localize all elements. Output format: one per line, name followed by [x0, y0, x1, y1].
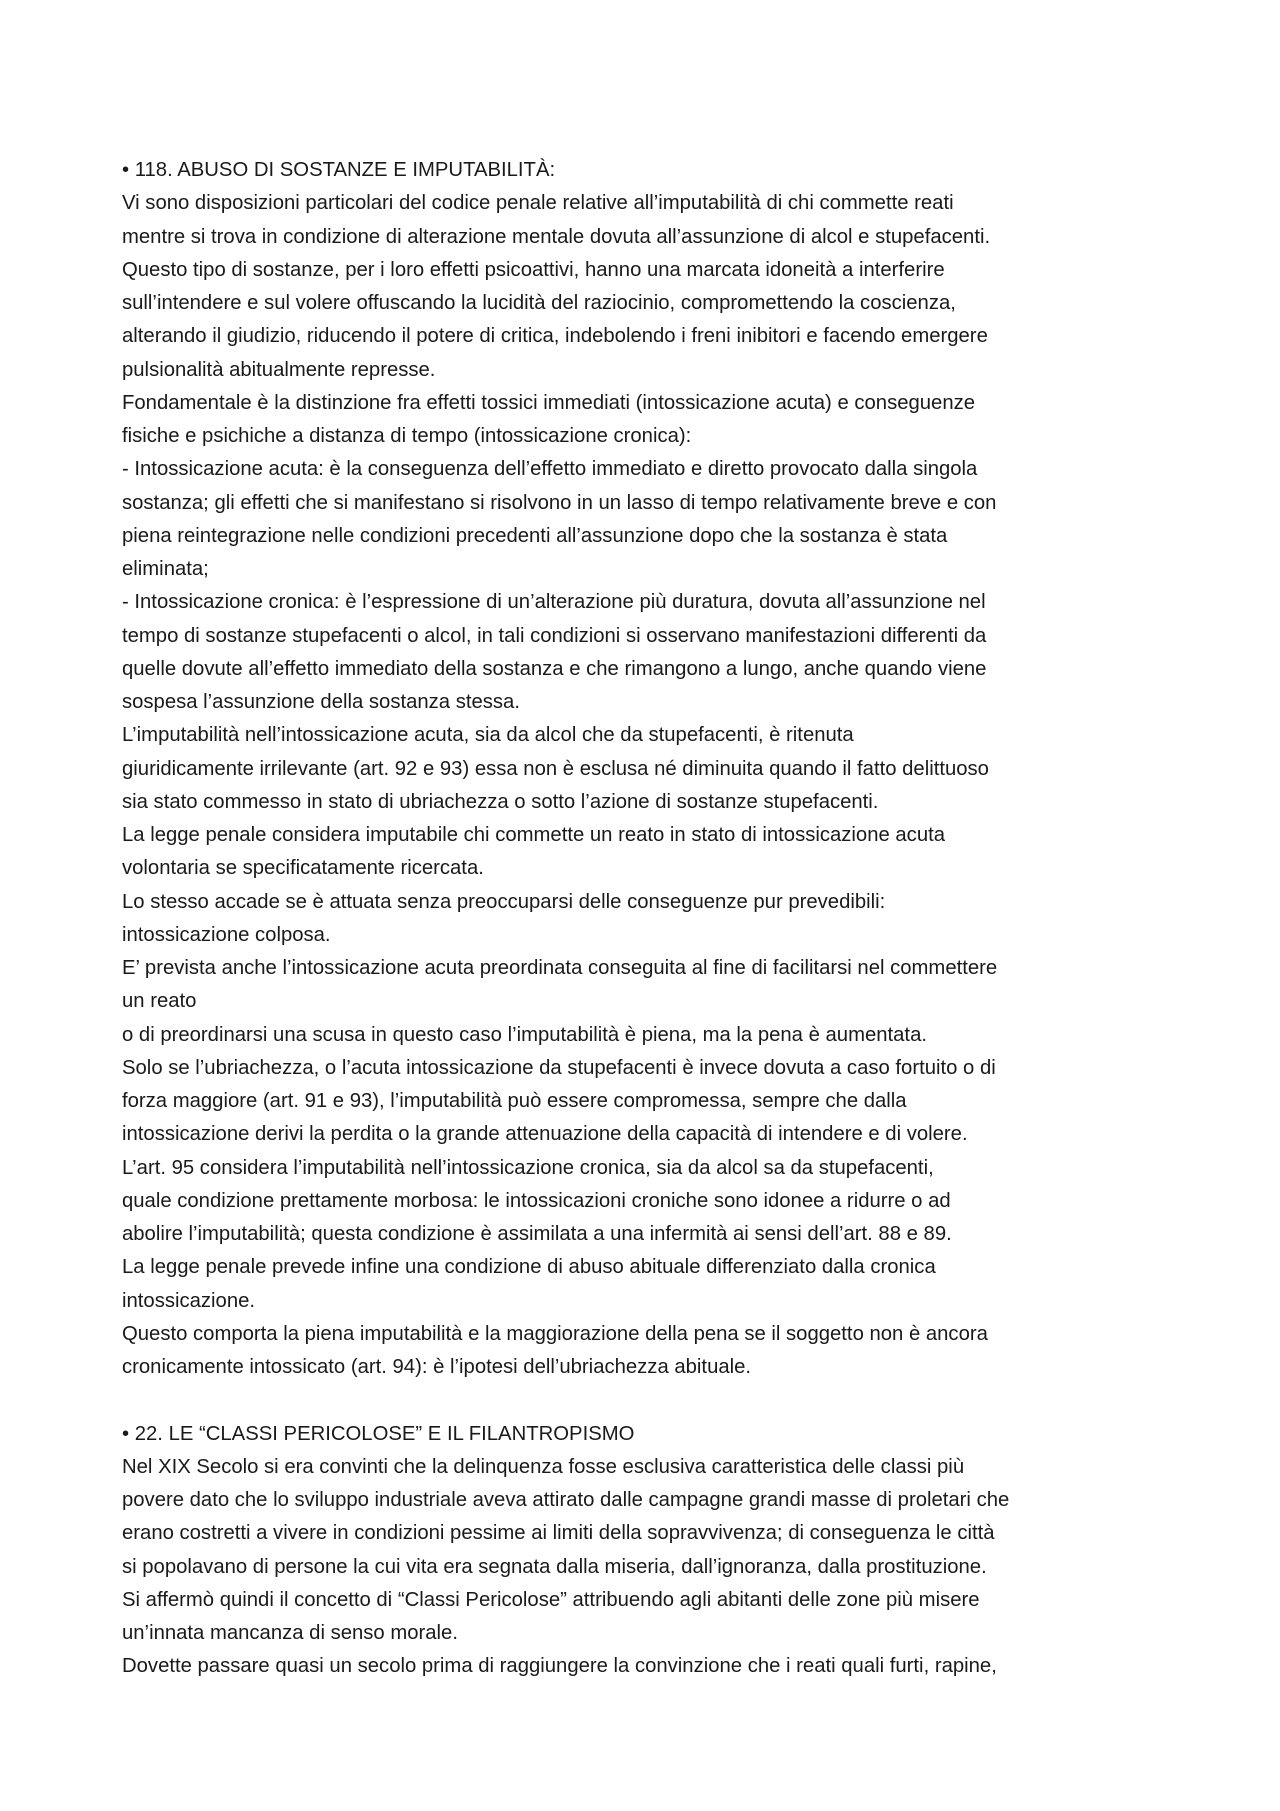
section-heading-22: • 22. LE “CLASSI PERICOLOSE” E IL FILANTROPISMO [122, 1422, 635, 1445]
text-line: fisiche e psichiche a distanza di tempo (intossicazione cronica): [122, 425, 692, 447]
text-line: L’art. 95 considera l’imputabilità nell’intossicazione cronica, sia da alcol sa da stupefacenti, [122, 1156, 934, 1179]
text-line: o di preordinarsi una scusa in questo caso l’imputabilità è piena, ma la pena è aumentata. [122, 1023, 927, 1046]
text-line: Dovette passare quasi un secolo prima di raggiungere la convinzione che i reati quali furti, rapine, [122, 1655, 997, 1678]
text-line: forza maggiore (art. 91 e 93), l’imputabilità può essere compromessa, sempre che dalla [122, 1090, 907, 1112]
section-heading-118: • 118. ABUSO DI SOSTANZE E IMPUTABILITÀ: [122, 159, 556, 181]
document-body [122, 154, 1082, 1684]
text-line: un reato [122, 990, 197, 1013]
text-line: Solo se l’ubriachezza, o l’acuta intossicazione da stupefacenti è invece dovuta a caso fortuito o di [122, 1056, 996, 1079]
text-line: si popolavano di persone la cui vita era segnata dalla miseria, dall’ignoranza, dalla prostituzione. [122, 1555, 987, 1578]
text-line: Nel XIX Secolo si era convinti che la delinquenza fosse esclusiva caratteristica delle classi più [122, 1455, 965, 1478]
text-line: un’innata mancanza di senso morale. [122, 1622, 458, 1644]
text-line: alterando il giudizio, riducendo il potere di critica, indebolendo i freni inibitori e facendo emergere [122, 325, 988, 348]
text-line: mentre si trova in condizione di alterazione mentale dovuta all’assunzione di alcol e stupefacenti. [122, 225, 991, 248]
text-line: quelle dovute all’effetto immediato della sostanza e che rimangono a lungo, anche quando viene [122, 657, 987, 680]
text-line: sull’intendere e sul volere offuscando la lucidità del raziocinio, compromettendo la coscienza, [122, 292, 956, 314]
text-line: E’ prevista anche l’intossicazione acuta preordinata conseguita al fine di facilitarsi nel commettere [122, 957, 998, 979]
text-line: cronicamente intossicato (art. 94): è l’ipotesi dell’ubriachezza abituale. [122, 1356, 752, 1378]
text-line: - Intossicazione cronica: è l’espressione di un’alterazione più duratura, dovuta all’assunzione nel [122, 591, 986, 614]
text-line: sospesa l’assunzione della sostanza stessa. [122, 691, 520, 713]
text-line: pulsionalità abitualmente represse. [122, 358, 436, 381]
text-line: eliminata; [122, 558, 209, 580]
text-line: Questo tipo di sostanze, per i loro effetti psicoattivi, hanno una marcata idoneità a interferire [122, 258, 945, 281]
text-line: abolire l’imputabilità; questa condizione è assimilata a una infermità ai sensi dell’art. 88 e 89. [122, 1223, 952, 1245]
text-line: tempo di sostanze stupefacenti o alcol, in tali condizioni si osservano manifestazioni differenti da [122, 624, 987, 647]
text-line: intossicazione derivi la perdita o la grande attenuazione della capacità di intendere e di volere. [122, 1123, 968, 1146]
text-line: intossicazione. [122, 1289, 256, 1312]
text-line: Questo comporta la piena imputabilità e la maggiorazione della pena se il soggetto non è ancora [122, 1322, 988, 1345]
text-line: piena reintegrazione nelle condizioni precedenti all’assunzione dopo che la sostanza è stata [122, 524, 948, 547]
text-line: La legge penale prevede infine una condizione di abuso abituale differenziato dalla cronica [122, 1256, 936, 1279]
text-line: L’imputabilità nell’intossicazione acuta, sia da alcol che da stupefacenti, è ritenuta [122, 724, 854, 747]
paragraph-spacer [122, 1384, 1082, 1417]
text-line: Si affermò quindi il concetto di “Classi Pericolose” attribuendo agli abitanti delle zone più misere [122, 1588, 980, 1611]
text-line: Fondamentale è la distinzione fra effetti tossici immediati (intossicazione acuta) e conseguenze [122, 391, 976, 414]
text-line: giuridicamente irrilevante (art. 92 e 93) essa non è esclusa né diminuita quando il fatto delittuoso [122, 757, 989, 780]
text-line: quale condizione prettamente morbosa: le intossicazioni croniche sono idonee a ridurre o ad [122, 1189, 951, 1212]
text-line: sia stato commesso in stato di ubriachezza o sotto l’azione di sostanze stupefacenti. [122, 790, 879, 813]
text-line: Lo stesso accade se è attuata senza preoccuparsi delle conseguenze pur prevedibili: [122, 890, 886, 913]
text-line: erano costretti a vivere in condizioni pessime ai limiti della sopravvivenza; di conseguenza le città [122, 1522, 995, 1545]
text-line: volontaria se specificatamente ricercata. [122, 857, 484, 880]
text-line: intossicazione colposa. [122, 923, 331, 946]
text-line: sostanza; gli effetti che si manifestano si risolvono in un lasso di tempo relativamente breve e con [122, 491, 997, 514]
section-22-text [122, 1451, 1082, 1684]
text-line: Vi sono disposizioni particolari del codice penale relative all’imputabilità di chi commette reati [122, 192, 954, 215]
text-line: povere dato che lo sviluppo industriale aveva attirato dalle campagne grandi masse di proletari che [122, 1489, 1010, 1511]
text-line: - Intossicazione acuta: è la conseguenza dell’effetto immediato e diretto provocato dalla singola [122, 458, 978, 481]
section-118-text [122, 187, 1082, 1384]
text-line: La legge penale considera imputabile chi commette un reato in stato di intossicazione acuta [122, 824, 946, 846]
